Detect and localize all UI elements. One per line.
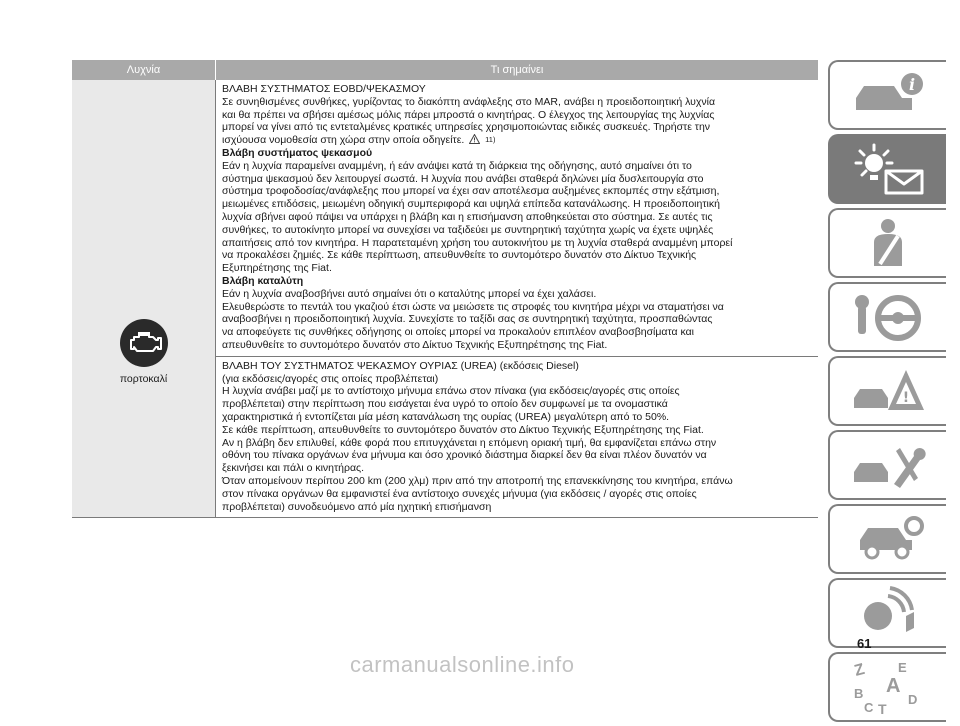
index-letter: D <box>908 692 918 707</box>
header-lamp: Λυχνία <box>126 64 161 76</box>
svg-text:!: ! <box>902 390 910 406</box>
tab-warning-lights[interactable] <box>828 134 946 204</box>
index-letter: T <box>878 701 887 716</box>
maintenance-tools-icon <box>850 438 926 492</box>
text-line: Εάν η λυχνία παραμείνει αναμμένη, ή εάν ανάψει κατά τη διάρκεια της οδήγησης, αυτό σημαίνει ότι το <box>222 159 692 172</box>
eobd-fault-block <box>216 80 818 356</box>
table-row <box>72 80 818 518</box>
car-info-icon <box>850 70 926 120</box>
tab-index[interactable] <box>828 652 946 722</box>
text-line-with-note <box>222 134 812 147</box>
warning-lights-table <box>72 60 818 518</box>
text-line: συνθήκες, το αυτοκίνητο μπορεί να συνεχίσει να ταξιδεύει με συντηρητική ταχύτητα χωρίς να έχετε υψηλές <box>222 223 714 236</box>
index-letter: B <box>854 686 864 701</box>
warning-light-message-icon <box>848 141 928 197</box>
alphabetical-index-icon <box>848 658 928 716</box>
urea-title: ΒΛΑΒΗ ΤΟΥ ΣΥΣΤΗΜΑΤΟΣ ΨΕΚΑΣΜΟΥ ΟΥΡΙΑΣ (UREA) (εκδόσεις Diesel) <box>222 359 579 372</box>
multimedia-satellite-icon <box>850 586 926 640</box>
svg-text:i: i <box>908 75 916 94</box>
roadside-emergency-icon <box>850 364 926 418</box>
text-line: Αν η βλάβη δεν επιλυθεί, κάθε φορά που επιτυγχάνεται η επόμενη οριακή τιμή, θα εμφανίζεται επάνω στην <box>222 436 717 449</box>
text-line: να αποφεύγετε τις συνθήκες οδήγησης οι οποίες μπορεί να προκαλούν επιπλέον αναβοσβησίματα και <box>222 326 695 339</box>
lamp-color-caption: πορτοκαλί <box>119 373 168 385</box>
text-line: Εξυπηρέτησης της Fiat. <box>222 262 332 275</box>
lamp-cell <box>72 80 216 517</box>
tab-car-info[interactable] <box>828 60 946 130</box>
text-line: ισχύουσα νομοθεσία στη χώρα στην οποία οδηγείτε. <box>222 134 465 147</box>
text-line: προβλέπεται) συνοδευόμενο από μία ηχητική επισήμανση <box>222 500 492 513</box>
warning-triangle-icon <box>469 134 480 144</box>
text-line: Σε συνηθισμένες συνθήκες, γυρίζοντας το διακόπτη ανάφλεξης στο MAR, ανάβει η προειδοποιητική λυχνία <box>222 95 716 108</box>
chapter-tabs <box>828 60 946 726</box>
text-line: χαρακτηριστικά ή εντοπίζεται μία μέση κατανάλωση της ουρίας (UREA) μεγαλύτερη από το 50%. <box>222 410 670 423</box>
text-line: Η λυχνία ανάβει μαζί με το αντίστοιχο μήνυμα επάνω στον πίνακα (για εκδόσεις/αγορές στις οποίες <box>222 385 680 398</box>
header-meaning: Τι σημαίνει <box>215 60 818 80</box>
text-line: να προκαλέσει ζημιές. Σε κάθε περίπτωση, απευθυνθείτε το συντομότερο δυνατόν στο Δίκτυο Τεχνικής <box>222 249 697 262</box>
text-line: στον πίνακα οργάνων θα εμφανιστεί ένα αντίστοιχο συνεχές μήνυμα (για εκδόσεις / αγορές στις οποίες <box>222 487 697 500</box>
tab-multimedia[interactable] <box>828 578 946 648</box>
table-header <box>72 60 818 80</box>
eobd-title: ΒΛΑΒΗ ΣΥΣΤΗΜΑΤΟΣ EOBD/ΨΕΚΑΣΜΟΥ <box>222 83 426 95</box>
section-title: Βλάβη καταλύτη <box>222 274 304 287</box>
index-letter: C <box>864 700 874 715</box>
urea-fault-block <box>216 356 818 518</box>
text-line: (για εκδόσεις/αγορές στις οποίες προβλέπεται) <box>222 372 439 385</box>
meaning-cell <box>216 80 818 517</box>
text-line: και θα πρέπει να σβήσει αμέσως μόλις πάρει μπροστά ο κινητήρας. Ο έλεγχος της λειτουργίας της λυχνίας <box>222 108 715 121</box>
tab-technical-data[interactable] <box>828 504 946 574</box>
lamp-indicator <box>72 317 215 385</box>
key-steering-wheel-icon <box>850 290 926 344</box>
text-line: μειωμένες επιδόσεις, μειωμένη οδηγική συμπεριφορά και υψηλά επίπεδα κατανάλωσης. Η προειδοποιητική <box>222 198 720 211</box>
note-reference[interactable]: 11) <box>485 135 496 145</box>
tab-starting-driving[interactable] <box>828 282 946 352</box>
tech-data-car-icon <box>850 512 926 566</box>
text-line: λυχνία σβήνει αφού πάψει να υπάρχει η βλάβη και η επισήμανση αποθηκεύεται στο σύστημα. Σε αυτές τις <box>222 210 713 223</box>
tab-maintenance[interactable] <box>828 430 946 500</box>
watermark: carmanualsonline.info <box>350 652 575 677</box>
text-line: μπορεί να γίνει από τις εντεταλμένες κρατικές υπηρεσίες χρησιμοποιώντας ειδικές συσκευές. Τηρήστε την <box>222 121 711 134</box>
text-line: προβλέπεται) στην περίπτωση που εισάγεται ένα υγρό το οποίο δεν συμφωνεί με τα ονομαστικά <box>222 398 668 411</box>
text-line: σύστημα ψεκασμού δεν λειτουργεί σωστά. Η λυχνία που ανάβει σταθερά δηλώνει μία δυσλειτουργία στο <box>222 172 704 185</box>
text-line: απευθυνθείτε το συντομότερο δυνατόν στο Δίκτυο Τεχνικής Εξυπηρέτησης της Fiat. <box>222 338 608 351</box>
text-line: οθόνη του πίνακα οργάνων ένα μήνυμα και όσο χρονικό διάστημα διαρκεί δεν θα είναι πλέον δυνατόν να <box>222 449 707 462</box>
tab-safety[interactable] <box>828 208 946 278</box>
index-letter: A <box>886 675 901 697</box>
text-line: ξεκινήσει και πάλι ο κινητήρας. <box>222 462 365 475</box>
engine-check-icon <box>118 317 170 369</box>
page-number: 61 <box>857 636 872 651</box>
index-letter: Z <box>852 660 867 680</box>
section-title: Βλάβη συστήματος ψεκασμού <box>222 146 373 159</box>
text-line: Ελευθερώστε το πεντάλ του γκαζιού έτσι ώστε να μειώσετε τις στροφές του κινητήρα μέχρι να σταματήσει να <box>222 300 724 313</box>
seat-belt-passenger-icon <box>858 216 918 270</box>
tab-emergency[interactable] <box>828 356 946 426</box>
text-line: σύστημα τροφοδοσίας/ανάφλεξης που μπορεί να έχει σαν αποτέλεσμα αυξημένες εκπομπές στην εξάτμιση, <box>222 185 720 198</box>
index-letter: E <box>898 660 907 675</box>
text-line: Όταν απομείνουν περίπου 200 km (200 χλμ) πριν από την αποτροπή της επανεκκίνησης του κινητήρα, επάνω <box>222 474 733 487</box>
text-line: απαιτήσεις από τον κινητήρα. Η παρατεταμένη χρήση του αυτοκινήτου με τη λυχνία σταθερά αναμμένη μπορεί <box>222 236 733 249</box>
text-line: αναβοσβήνει η προειδοποιητική λυχνία. Συνεχίστε το ταξίδι σας σε συντηρητική ταχύτητα, προσπαθώντας <box>222 313 713 326</box>
text-line: Εάν η λυχνία αναβοσβήνει αυτό σημαίνει ότι ο καταλύτης μπορεί να έχει χαλάσει. <box>222 287 597 300</box>
text-line: Σε κάθε περίπτωση, απευθυνθείτε το συντομότερο δυνατόν στο Δίκτυο Τεχνικής Εξυπηρέτησης της Fiat. <box>222 423 704 436</box>
